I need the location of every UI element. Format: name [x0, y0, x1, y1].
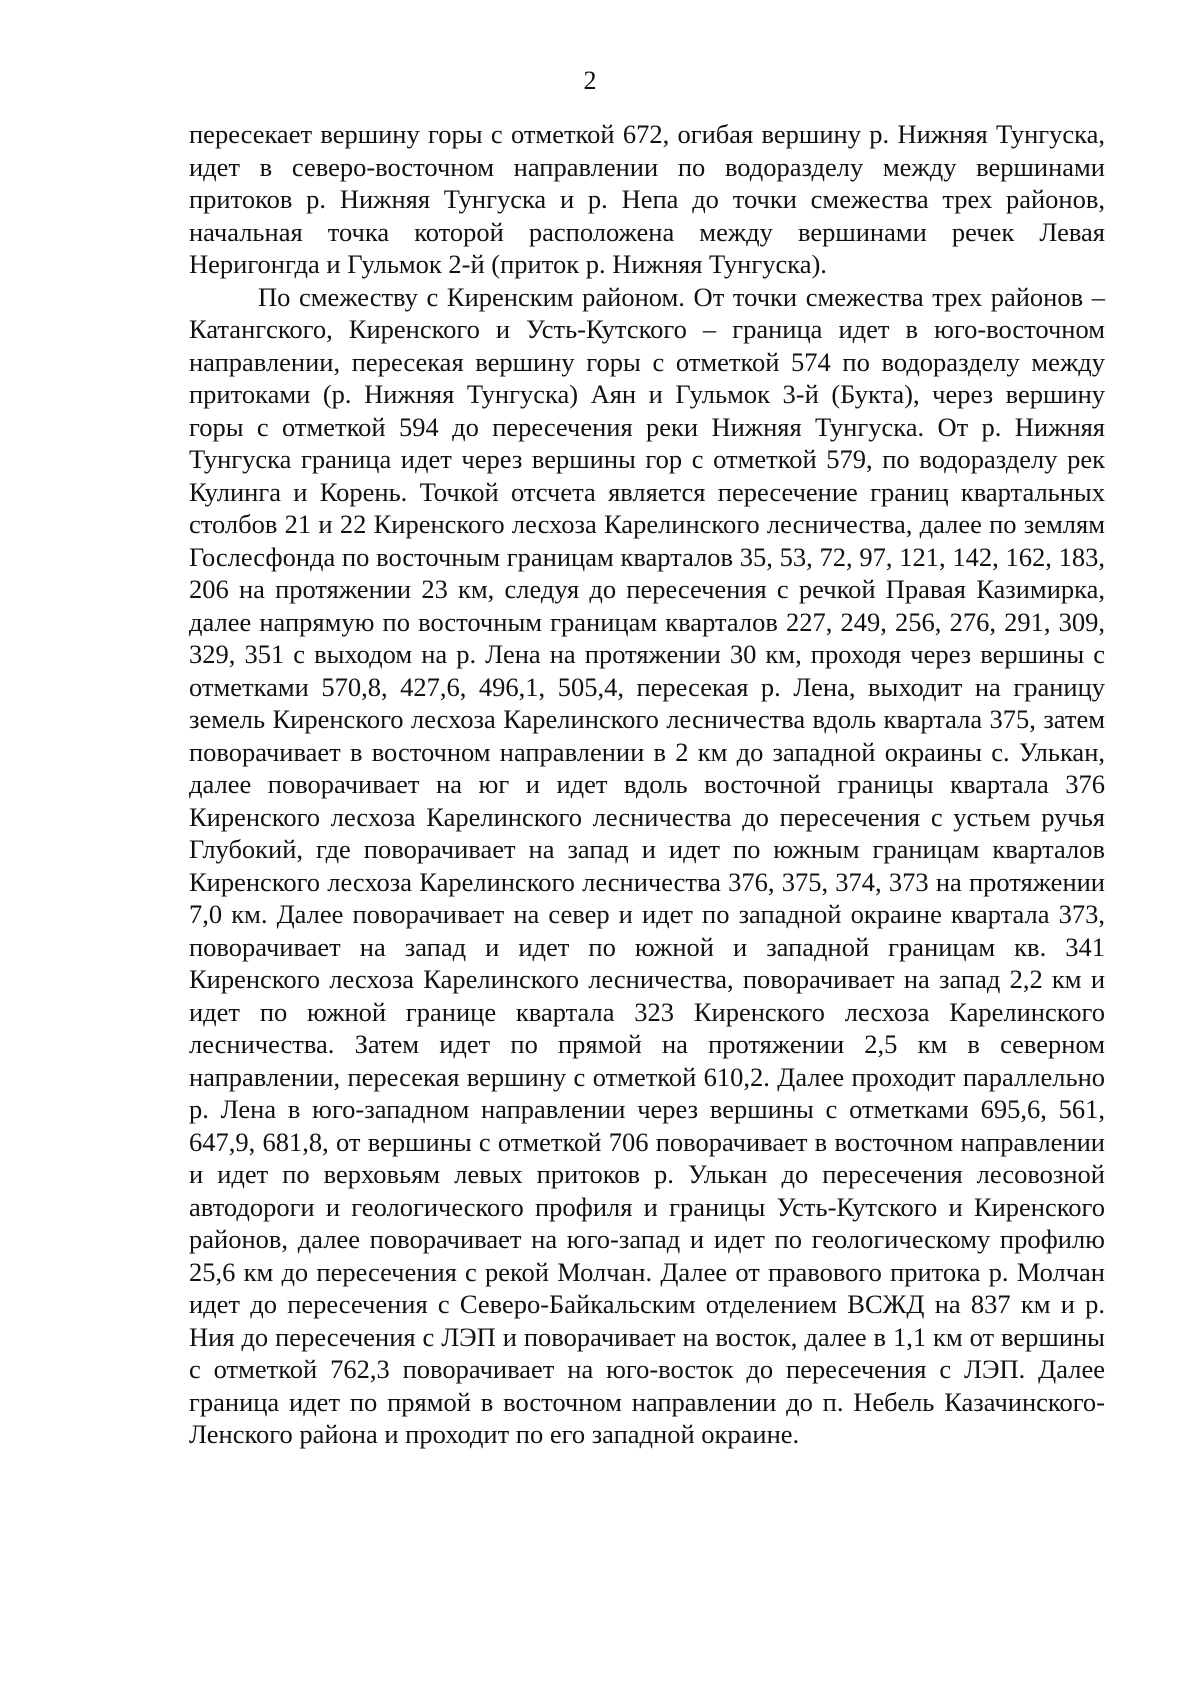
- paragraph-continuation: пересекает вершину горы с отметкой 672, огибая вершину р. Нижняя Тунгуска, идет в северо-восточном направлении по водоразделу между вершинами притоков р. Нижняя Тунгуска и р. Непа до точки смежества трех районов, начальная точка которой расположена между вершинами речек Левая Неригонгда и Гульмок 2-й (приток р. Нижняя Тунгуска).: [189, 119, 1105, 279]
- page-number: 2: [583, 66, 597, 95]
- document-body: [189, 118, 1105, 1451]
- paragraph-kirensky-border: По смежеству с Киренским районом. От точки смежества трех районов – Катангского, Киренского и Усть-Кутского – граница идет в юго-восточном направлении, пересекая вершину горы с отметкой 574 по водоразделу между притоками (р. Нижняя Тунгуска) Аян и Гульмок 3-й (Букта), через вершину горы с отметкой 594 до пересечения реки Нижняя Тунгуска. От р. Нижняя Тунгуска граница идет через вершины гор с отметкой 579, по водоразделу рек Кулинга и Корень. Точкой отсчета является пересечение границ квартальных столбов 21 и 22 Киренского лесхоза Карелинского лесничества, далее по землям Гослесфонда по восточным границам кварталов 35, 53, 72, 97, 121, 142, 162, 183, 206 на протяжении 23 км, следуя до пересечения с речкой Правая Казимирка, далее напрямую по восточным границам кварталов 227, 249, 256, 276, 291, 309, 329, 351 с выходом на р. Лена на протяжении 30 км, проходя через вершины с отметками 570,8, 427,6, 496,1, 505,4, пересекая р. Лена, выходит на границу земель Киренского лесхоза Карелинского лесничества вдоль квартала 375, затем поворачивает в восточном направлении в 2 км до западной окраины с. Улькан, далее поворачивает на юг и идет вдоль восточной границы квартала 376 Киренского лесхоза Карелинского лесничества до пересечения с устьем ручья Глубокий, где поворачивает на запад и идет по южным границам кварталов Киренского лесхоза Карелинского лесничества 376, 375, 374, 373 на протяжении 7,0 км. Далее поворачивает на север и идет по западной окраине квартала 373, поворачивает на запад и идет по южной и западной границам кв. 341 Киренского лесхоза Карелинского лесничества, поворачивает на запад 2,2 км и идет по южной границе квартала 323 Киренского лесхоза Карелинского лесничества. Затем идет по прямой на протяжении 2,5 км в северном направлении, пересекая вершину с отметкой 610,2. Далее проходит параллельно р. Лена в юго-западном направлении через вершины с отметками 695,6, 561, 647,9, 681,8, от вершины с отметкой 706 поворачивает в восточном направлении и идет по верховьям левых притоков р. Улькан до пересечения лесовозной автодороги и геологического профиля и границы Усть-Кутского и Киренского районов, далее поворачивает на юго-запад и идет по геологическому профилю 25,6 км до пересечения с рекой Молчан. Далее от правового притока р. Молчан идет до пересечения с Северо-Байкальским отделением ВСЖД на 837 км и р. Ния до пересечения с ЛЭП и поворачивает на восток, далее в 1,1 км от вершины с отметкой 762,3 поворачивает на юго-восток до пересечения с ЛЭП. Далее граница идет по прямой в восточном направлении до п. Небель Казачинского-Ленского района и проходит по его западной окраине.: [189, 281, 1105, 1449]
